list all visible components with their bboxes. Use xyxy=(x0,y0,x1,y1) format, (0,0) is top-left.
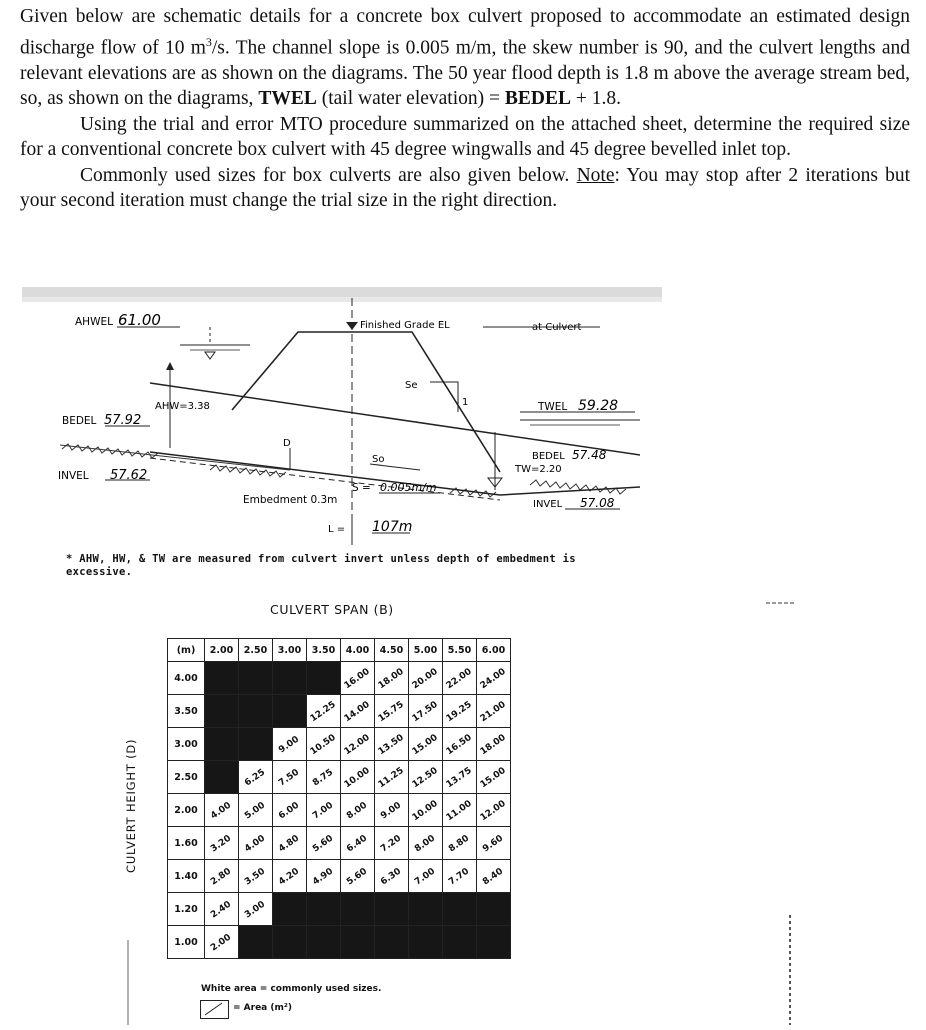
height-header: 1.60 xyxy=(168,827,205,860)
table-cell: 15.00 xyxy=(477,761,511,794)
table-cell: 19.25 xyxy=(443,695,477,728)
table-cell: 5.00 xyxy=(239,794,273,827)
table-cell xyxy=(409,926,443,959)
table-cell xyxy=(307,893,341,926)
invel-left-value: 57.62 xyxy=(110,468,148,483)
span-header: 2.50 xyxy=(239,639,273,662)
table-cell: 7.00 xyxy=(307,794,341,827)
table-cell xyxy=(273,695,307,728)
finished-grade-label: Finished Grade EL xyxy=(360,320,450,331)
unit-cell: (m) xyxy=(168,639,205,662)
table-cell xyxy=(205,728,239,761)
table-row xyxy=(168,926,511,959)
table-cell: 12.00 xyxy=(341,728,375,761)
table-cell: 5.60 xyxy=(307,827,341,860)
table-cell xyxy=(239,926,273,959)
table-cell: 4.90 xyxy=(307,860,341,893)
invel-left-label: INVEL xyxy=(58,470,89,482)
table-cell: 14.00 xyxy=(341,695,375,728)
table-cell: 6.00 xyxy=(273,794,307,827)
table-cell xyxy=(409,893,443,926)
table-cell xyxy=(239,662,273,695)
table-cell xyxy=(205,761,239,794)
table-cell: 6.25 xyxy=(239,761,273,794)
bedel-right-value: 57.48 xyxy=(572,448,607,462)
table-cell: 9.60 xyxy=(477,827,511,860)
slope-label: S = xyxy=(352,482,371,494)
table-row xyxy=(168,893,511,926)
height-header: 1.20 xyxy=(168,893,205,926)
table-cell: 10.50 xyxy=(307,728,341,761)
table-cell xyxy=(307,662,341,695)
table-cell: 7.00 xyxy=(409,860,443,893)
table-cell xyxy=(239,695,273,728)
table-cell xyxy=(375,926,409,959)
d-label: D xyxy=(283,438,291,449)
problem-statement xyxy=(20,4,910,214)
span-header: 6.00 xyxy=(477,639,511,662)
table-cell xyxy=(477,893,511,926)
table-cell: 17.50 xyxy=(409,695,443,728)
table-cell: 8.00 xyxy=(341,794,375,827)
table-cell xyxy=(375,893,409,926)
table-cell xyxy=(443,926,477,959)
table-cell xyxy=(273,926,307,959)
table-cell: 15.75 xyxy=(375,695,409,728)
twel-value: 59.28 xyxy=(578,398,619,414)
ahwel-value: 61.00 xyxy=(118,311,161,329)
box-culvert-sizes-table xyxy=(167,638,511,959)
table-cell: 12.25 xyxy=(307,695,341,728)
table-cell: 7.20 xyxy=(375,827,409,860)
table-header-row xyxy=(168,639,511,662)
culvert-height-title: CULVERT HEIGHT (D) xyxy=(124,738,138,873)
span-header: 5.00 xyxy=(409,639,443,662)
table-row xyxy=(168,827,511,860)
table-cell: 8.00 xyxy=(409,827,443,860)
span-header: 2.00 xyxy=(205,639,239,662)
span-header: 4.50 xyxy=(375,639,409,662)
table-cell: 11.00 xyxy=(443,794,477,827)
invel-right-value: 57.08 xyxy=(580,496,615,510)
table-cell: 16.50 xyxy=(443,728,477,761)
table-cell: 7.70 xyxy=(443,860,477,893)
table-cell: 4.20 xyxy=(273,860,307,893)
table-cell: 18.00 xyxy=(477,728,511,761)
height-header: 3.50 xyxy=(168,695,205,728)
se-label: Se xyxy=(405,380,418,391)
table-cell: 8.75 xyxy=(307,761,341,794)
table-cell: 13.75 xyxy=(443,761,477,794)
table-cell xyxy=(273,662,307,695)
height-header: 3.00 xyxy=(168,728,205,761)
table-cell xyxy=(205,662,239,695)
table-cell: 8.40 xyxy=(477,860,511,893)
tw-label: TW=2.20 xyxy=(515,464,562,475)
legend-white-area: White area = commonly used sizes. xyxy=(201,984,382,994)
table-cell: 8.80 xyxy=(443,827,477,860)
table-cell xyxy=(477,926,511,959)
ahwel-label: AHWEL xyxy=(75,316,113,328)
table-cell: 2.80 xyxy=(205,860,239,893)
problem-paragraph-2: Using the trial and error MTO procedure summarized on the attached sheet, determine the required size for a conventional concrete box culvert with 45 degree wingwalls and 45 degree bevelled inlet top. xyxy=(20,113,910,160)
invel-right-label: INVEL xyxy=(533,499,563,510)
table-cell: 22.00 xyxy=(443,662,477,695)
table-cell: 13.50 xyxy=(375,728,409,761)
table-row xyxy=(168,860,511,893)
table-cell: 7.50 xyxy=(273,761,307,794)
length-value: 107m xyxy=(372,519,413,535)
height-header: 2.50 xyxy=(168,761,205,794)
table-cell xyxy=(205,695,239,728)
table-cell: 18.00 xyxy=(375,662,409,695)
table-row xyxy=(168,761,511,794)
span-header: 5.50 xyxy=(443,639,477,662)
problem-paragraph-3: Commonly used sizes for box culverts are also given below. Note: You may stop after 2 iterations but your second iteration must change the trial size in the right direction. xyxy=(20,164,910,211)
table-cell: 4.00 xyxy=(239,827,273,860)
measurement-note: * AHW, HW, & TW are measured from culvert invert unless depth of embedment is excessive. xyxy=(66,553,576,578)
span-header: 4.00 xyxy=(341,639,375,662)
height-header: 2.00 xyxy=(168,794,205,827)
table-cell: 6.40 xyxy=(341,827,375,860)
so-label: So xyxy=(372,454,385,465)
slope-one-label: 1 xyxy=(462,397,469,408)
table-cell xyxy=(443,893,477,926)
table-cell: 12.00 xyxy=(477,794,511,827)
table-cell: 10.00 xyxy=(341,761,375,794)
table-cell: 20.00 xyxy=(409,662,443,695)
twel-label: TWEL xyxy=(538,401,568,413)
table-row xyxy=(168,728,511,761)
table-cell: 16.00 xyxy=(341,662,375,695)
table-cell xyxy=(273,893,307,926)
ahw-label: AHW=3.38 xyxy=(155,401,210,412)
table-cell: 3.20 xyxy=(205,827,239,860)
problem-paragraph-1: Given below are schematic details for a concrete box culvert proposed to accommodate an estimated design discharge flow of 10 $m^3/s$. The channel slope is 0.005 m/m, the skew number is 90, and the culvert lengths and relevant elevations are as shown on the diagrams. The 50 year flood depth is 1.8 m above the average stream bed, so, as shown on the diagrams, TWEL (tail water elevation) = BEDEL + 1.8. xyxy=(20,6,910,109)
table-cell: 4.00 xyxy=(205,794,239,827)
bedel-right-label: BEDEL xyxy=(532,451,565,462)
table-cell xyxy=(341,926,375,959)
table-row xyxy=(168,695,511,728)
table-cell xyxy=(341,893,375,926)
table-cell: 2.00 xyxy=(205,926,239,959)
height-header: 1.40 xyxy=(168,860,205,893)
span-header: 3.00 xyxy=(273,639,307,662)
height-header: 1.00 xyxy=(168,926,205,959)
table-cell: 10.00 xyxy=(409,794,443,827)
table-cell: 21.00 xyxy=(477,695,511,728)
table-row xyxy=(168,794,511,827)
table-cell: 4.80 xyxy=(273,827,307,860)
table-cell: 9.00 xyxy=(375,794,409,827)
bedel-left-value: 57.92 xyxy=(104,413,142,428)
at-culvert-label: at Culvert xyxy=(532,322,582,333)
length-label: L = xyxy=(328,524,346,535)
table-cell: 15.00 xyxy=(409,728,443,761)
span-header: 3.50 xyxy=(307,639,341,662)
height-header: 4.00 xyxy=(168,662,205,695)
embedment-label: Embedment 0.3m xyxy=(243,494,338,506)
culvert-span-title: CULVERT SPAN (B) xyxy=(270,602,394,617)
table-cell: 2.40 xyxy=(205,893,239,926)
legend-area-label: = Area (m²) xyxy=(233,1003,292,1013)
legend-area-box xyxy=(200,1000,229,1019)
table-cell xyxy=(239,728,273,761)
slope-value: 0.005m/m xyxy=(380,481,437,494)
table-cell xyxy=(307,926,341,959)
table-cell: 6.30 xyxy=(375,860,409,893)
table-cell: 3.50 xyxy=(239,860,273,893)
table-cell: 9.00 xyxy=(273,728,307,761)
table-row xyxy=(168,662,511,695)
table-cell: 5.60 xyxy=(341,860,375,893)
table-cell: 12.50 xyxy=(409,761,443,794)
table-cell: 11.25 xyxy=(375,761,409,794)
table-cell: 3.00 xyxy=(239,893,273,926)
table-cell: 24.00 xyxy=(477,662,511,695)
bedel-left-label: BEDEL xyxy=(62,415,97,427)
